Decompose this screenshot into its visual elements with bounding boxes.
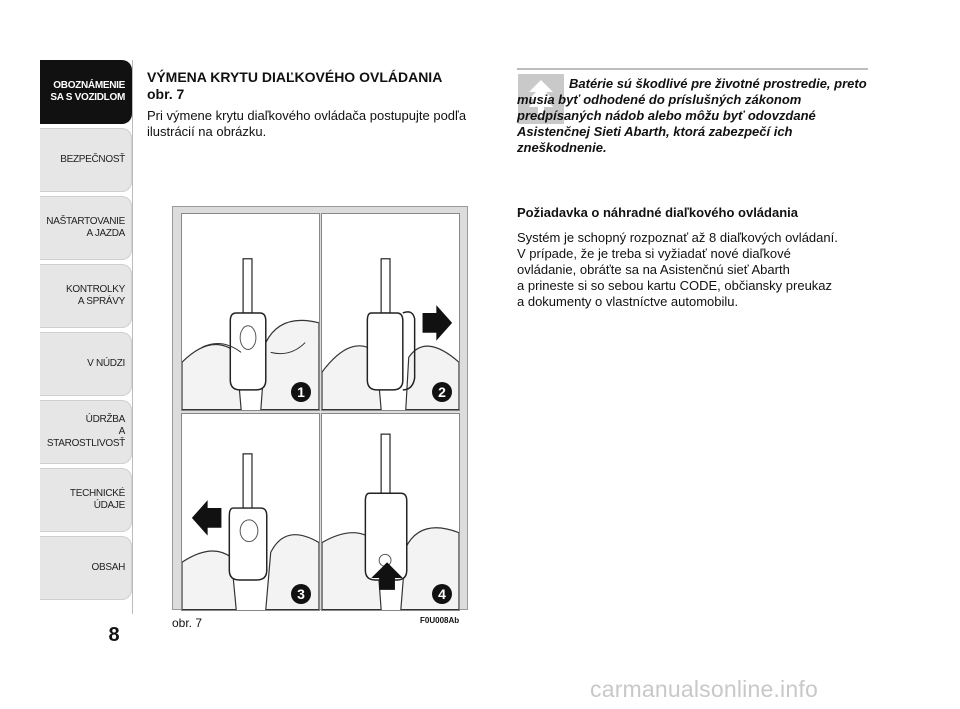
step-1-badge: 1 bbox=[291, 382, 311, 402]
step-4-panel bbox=[321, 413, 460, 611]
figure-code: F0U008Ab bbox=[420, 616, 460, 625]
step-3-badge: 3 bbox=[291, 584, 311, 604]
step-4-badge: 4 bbox=[432, 584, 452, 604]
slide-arrow-left bbox=[192, 500, 222, 535]
request-title: Požiadavka o náhradné diaľkového ovládania bbox=[517, 205, 798, 220]
tab-oboznamenie[interactable]: OBOZNÁMENIE SA S VOZIDLOM bbox=[40, 60, 132, 124]
page-number: 8 bbox=[108, 624, 120, 646]
request-body: Systém je schopný rozpoznať až 8 diaľkových ovládaní. V prípade, že je treba si vyžiadať nové diaľkové ovládanie, obráťte sa na Asistenčnú sieť Abarth a prineste si so sebou kartu CODE, občiansky preukaz a dokumenty o vlastníctve automobilu. bbox=[517, 230, 838, 309]
tab-obsah[interactable]: OBSAH bbox=[40, 536, 132, 600]
tab-nastartovanie[interactable]: NAŠTARTOVANIE A JAZDA bbox=[40, 196, 132, 260]
tab-technicke-udaje[interactable]: TECHNICKÉ ÚDAJE bbox=[40, 468, 132, 532]
chapter-tabs bbox=[40, 60, 132, 604]
tab-udrzba[interactable]: ÚDRŽBA A STAROSTLIVOSŤ bbox=[40, 400, 132, 464]
key-cover-figure bbox=[172, 206, 468, 610]
watermark: carmanualsonline.info bbox=[590, 676, 818, 702]
tab-v-nudzi[interactable]: V NÚDZI bbox=[40, 332, 132, 396]
section-title: VÝMENA KRYTU DIAĽKOVÉHO OVLÁDANIA bbox=[147, 69, 443, 85]
tab-kontrolky[interactable]: KONTROLKY A SPRÁVY bbox=[40, 264, 132, 328]
step-1-illustration bbox=[182, 214, 319, 410]
step-3-panel bbox=[181, 413, 320, 611]
figure-reference: obr. 7 bbox=[147, 86, 185, 102]
intro-paragraph: Pri výmene krytu diaľkového ovládača postupujte podľa ilustrácií na obrázku. bbox=[147, 108, 467, 139]
figure-caption: obr. 7 bbox=[172, 616, 203, 630]
step-2-illustration bbox=[322, 214, 459, 410]
slide-arrow-right bbox=[423, 305, 453, 340]
battery-warning-text: Batérie sú škodlivé pre životné prostredie, preto musia byť odhodené do príslušných zákonom predpísaných nádob alebo môžu byť odovzdané Asistenčnej Sieti Abarth, ktorá zabezpečí ich zneškodnenie. bbox=[517, 76, 867, 155]
tabs-divider bbox=[132, 60, 133, 614]
step-2-badge: 2 bbox=[432, 382, 452, 402]
tab-bezpecnost[interactable]: BEZPEČNOSŤ bbox=[40, 128, 132, 192]
step-3-illustration bbox=[182, 414, 319, 610]
step-4-illustration bbox=[322, 414, 459, 610]
warning-top-rule bbox=[517, 68, 868, 70]
